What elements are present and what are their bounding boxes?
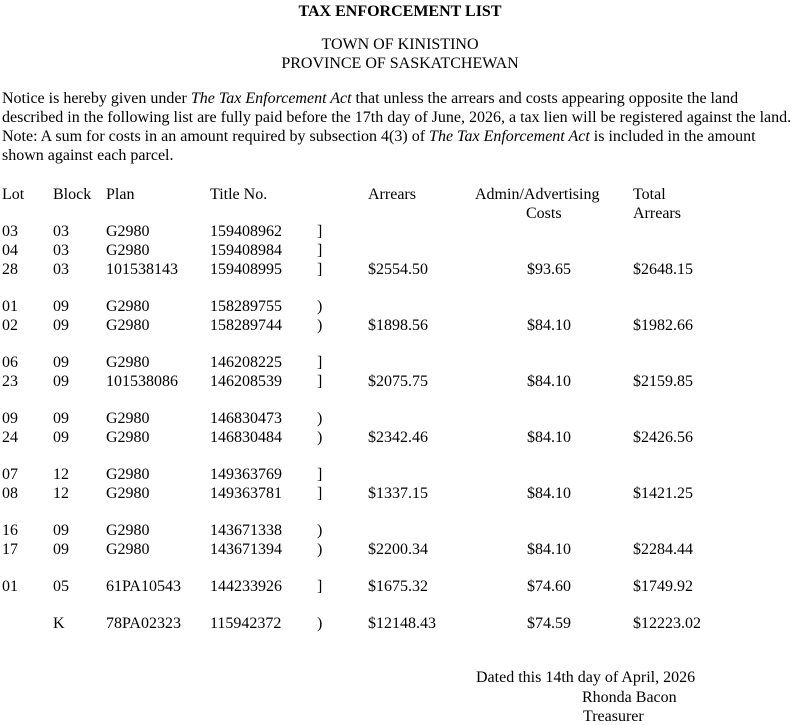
cell-arrears xyxy=(368,465,527,484)
cell-block: 09 xyxy=(53,298,69,315)
cell-lot: 17 xyxy=(2,541,18,558)
cell-lot: 01 xyxy=(2,578,18,595)
cell-block: 09 xyxy=(53,410,69,427)
cell-total: $2159.85 xyxy=(633,373,693,390)
table-rows xyxy=(0,222,800,633)
cell-block: 12 xyxy=(53,466,69,483)
cell-total xyxy=(633,241,800,260)
cell-plan: 101538143 xyxy=(106,261,178,278)
cell-admin: $84.10 xyxy=(527,373,571,390)
cell-total xyxy=(633,222,800,241)
cell-admin xyxy=(527,222,633,241)
cell-admin xyxy=(527,353,633,372)
cell-admin: $84.10 xyxy=(527,541,571,558)
cell-plan: G2980 xyxy=(106,410,150,427)
cell-title-no: 146208225 xyxy=(210,354,282,371)
cell-title-no: 146208539 xyxy=(210,373,282,390)
cell-plan: G2980 xyxy=(106,354,150,371)
document-title: TAX ENFORCEMENT LIST xyxy=(298,3,502,20)
cell-title-no: 149363769 xyxy=(210,466,282,483)
cell-arrears: $1337.15 xyxy=(368,485,428,502)
table-row xyxy=(0,297,800,316)
cell-admin xyxy=(527,409,633,428)
table-row xyxy=(0,428,800,447)
cell-bracket: ] xyxy=(317,373,323,390)
cell-plan: G2980 xyxy=(106,541,150,558)
cell-total: $12223.02 xyxy=(633,615,701,632)
cell-lot: 01 xyxy=(2,298,18,315)
cell-total: $2648.15 xyxy=(633,261,693,278)
cell-bracket: ] xyxy=(317,578,323,595)
cell-arrears: $2200.34 xyxy=(368,541,428,558)
cell-bracket: ] xyxy=(317,223,323,240)
cell-title-no: 159408962 xyxy=(210,223,282,240)
cell-arrears: $1675.32 xyxy=(368,578,428,595)
cell-bracket: ) xyxy=(317,615,323,632)
cell-plan: G2980 xyxy=(106,485,150,502)
cell-lot: 24 xyxy=(2,429,18,446)
cell-arrears: $2342.46 xyxy=(368,429,428,446)
cell-admin: $93.65 xyxy=(527,261,571,278)
cell-lot: 08 xyxy=(2,485,18,502)
cell-bracket: ] xyxy=(317,261,323,278)
cell-block: 09 xyxy=(53,354,69,371)
cell-admin xyxy=(527,297,633,316)
cell-title-no: 144233926 xyxy=(210,578,282,595)
cell-title-no: 158289755 xyxy=(210,298,282,315)
cell-title-no: 149363781 xyxy=(210,485,282,502)
cell-plan: 61PA10543 xyxy=(106,578,181,595)
cell-lot: 04 xyxy=(2,242,18,259)
cell-block: 09 xyxy=(53,317,69,334)
cell-admin: $84.10 xyxy=(527,485,571,502)
cell-arrears: $12148.43 xyxy=(368,615,436,632)
table-row xyxy=(0,316,800,335)
cell-bracket: ] xyxy=(317,466,323,483)
cell-plan: G2980 xyxy=(106,429,150,446)
cell-block: 09 xyxy=(53,522,69,539)
cell-plan: G2980 xyxy=(106,242,150,259)
cell-arrears: $2075.75 xyxy=(368,373,428,390)
col-header-block: Block xyxy=(53,186,92,203)
table-row xyxy=(0,222,800,241)
cell-plan: G2980 xyxy=(106,298,150,315)
town-name: TOWN OF KINISTINO xyxy=(321,36,479,53)
province-name: PROVINCE OF SASKATCHEWAN xyxy=(281,55,519,72)
table-row xyxy=(0,372,800,391)
table-row xyxy=(0,521,800,540)
cell-bracket: ) xyxy=(317,410,323,427)
cell-lot: 07 xyxy=(2,466,18,483)
cell-title-no: 143671338 xyxy=(210,522,282,539)
cell-bracket: ) xyxy=(317,522,323,539)
cell-total xyxy=(633,521,800,540)
signatory-name: Rhonda Bacon xyxy=(582,689,677,706)
notice-text-segment: is included in the amount shown against each parcel. xyxy=(2,128,756,164)
cell-title-no: 146830484 xyxy=(210,429,282,446)
table-row xyxy=(0,577,800,596)
table-row xyxy=(0,484,800,503)
cell-arrears xyxy=(368,241,527,260)
cell-plan: 101538086 xyxy=(106,373,178,390)
cell-arrears xyxy=(368,409,527,428)
cell-title-no: 143671394 xyxy=(210,541,282,558)
col-header-lot: Lot xyxy=(2,186,25,203)
act-title-italic: The Tax Enforcement Act xyxy=(190,90,352,107)
cell-arrears: $1898.56 xyxy=(368,317,428,334)
cell-admin: $84.10 xyxy=(527,429,571,446)
table-row xyxy=(0,409,800,428)
cell-block: 09 xyxy=(53,373,69,390)
cell-total xyxy=(633,297,800,316)
cell-bracket: ] xyxy=(317,485,323,502)
cell-plan: 78PA02323 xyxy=(106,615,181,632)
cell-plan: G2980 xyxy=(106,522,150,539)
cell-admin xyxy=(527,241,633,260)
col-header-admin-line1: Admin/Advertising xyxy=(475,186,600,203)
cell-block: 09 xyxy=(53,429,69,446)
col-header-total-line1: Total xyxy=(633,186,666,203)
cell-total: $1421.25 xyxy=(633,485,693,502)
cell-block: 03 xyxy=(53,261,69,278)
col-header-plan: Plan xyxy=(106,186,135,203)
cell-arrears xyxy=(368,222,527,241)
cell-total: $1749.92 xyxy=(633,578,693,595)
cell-total: $2426.56 xyxy=(633,429,693,446)
cell-total xyxy=(633,409,800,428)
cell-block: 12 xyxy=(53,485,69,502)
cell-lot: 23 xyxy=(2,373,18,390)
cell-title-no: 146830473 xyxy=(210,410,282,427)
cell-bracket: ] xyxy=(317,354,323,371)
cell-title-no: 115942372 xyxy=(210,615,282,632)
cell-admin: $74.60 xyxy=(527,578,571,595)
cell-admin xyxy=(527,465,633,484)
cell-bracket: ) xyxy=(317,429,323,446)
cell-plan: G2980 xyxy=(106,466,150,483)
cell-arrears: $2554.50 xyxy=(368,261,428,278)
cell-bracket: ] xyxy=(317,242,323,259)
cell-admin: $84.10 xyxy=(527,317,571,334)
cell-total: $2284.44 xyxy=(633,541,693,558)
cell-plan: G2980 xyxy=(106,317,150,334)
cell-lot: 06 xyxy=(2,354,18,371)
col-header-admin-line2: Costs xyxy=(526,205,562,222)
table-row xyxy=(0,465,800,484)
cell-block: K xyxy=(53,615,65,632)
cell-total: $1982.66 xyxy=(633,317,693,334)
table-row xyxy=(0,241,800,260)
cell-lot xyxy=(2,614,53,633)
cell-total xyxy=(633,353,800,372)
act-title-italic: The Tax Enforcement Act xyxy=(429,128,590,145)
cell-bracket: ) xyxy=(317,298,323,315)
table-row xyxy=(0,614,800,633)
notice-paragraph xyxy=(2,89,798,165)
cell-admin xyxy=(527,521,633,540)
col-header-title-no: Title No. xyxy=(210,186,268,203)
cell-admin: $74.59 xyxy=(527,615,571,632)
cell-lot: 28 xyxy=(2,261,18,278)
cell-arrears xyxy=(368,521,527,540)
cell-block: 03 xyxy=(53,223,69,240)
cell-lot: 16 xyxy=(2,522,18,539)
col-header-arrears: Arrears xyxy=(368,186,416,203)
cell-block: 09 xyxy=(53,541,69,558)
col-header-total-line2: Arrears xyxy=(633,205,681,222)
cell-title-no: 159408995 xyxy=(210,261,282,278)
notice-text-segment: Notice is hereby given under xyxy=(2,90,191,107)
cell-block: 03 xyxy=(53,242,69,259)
dated-line: Dated this 14th day of April, 2026 xyxy=(476,669,696,686)
cell-block: 05 xyxy=(53,578,69,595)
table-row xyxy=(0,353,800,372)
cell-arrears xyxy=(368,297,527,316)
table-row xyxy=(0,540,800,559)
cell-bracket: ) xyxy=(317,317,323,334)
cell-lot: 03 xyxy=(2,223,18,240)
notice-text-segment: that unless the arrears and costs appearing opposite the land described in the following list are fully paid before the 17th day of June, 2026, a tax lien will be registered against the land. Note: A sum for costs in an amount required by subsection 4(3) of xyxy=(2,90,792,145)
cell-total xyxy=(633,465,800,484)
cell-lot: 02 xyxy=(2,317,18,334)
cell-title-no: 159408984 xyxy=(210,242,282,259)
signatory-role: Treasurer xyxy=(583,708,644,725)
cell-arrears xyxy=(368,353,527,372)
table-row xyxy=(0,260,800,279)
cell-bracket: ) xyxy=(317,541,323,558)
cell-lot: 09 xyxy=(2,410,18,427)
cell-plan: G2980 xyxy=(106,223,150,240)
cell-title-no: 158289744 xyxy=(210,317,282,334)
